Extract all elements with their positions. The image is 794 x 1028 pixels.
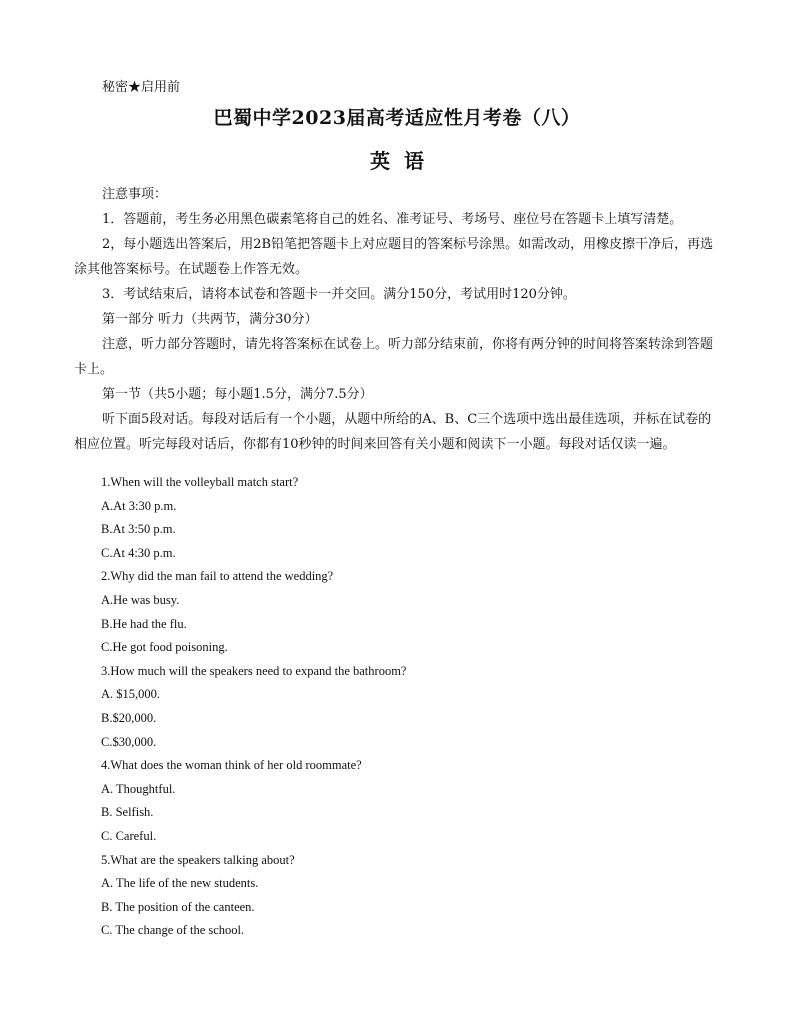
note-item: 1．答题前，考生务必用黑色碳素笔将自己的姓名、准考证号、考场号、座位号在答题卡上填写清楚。 [102, 212, 683, 227]
question-option: C.At 4:30 p.m. [101, 545, 176, 560]
question-option: B. The position of the canteen. [101, 899, 255, 914]
question-option: A. The life of the new students. [101, 876, 259, 891]
question-option: A. Thoughtful. [101, 781, 176, 796]
question-stem: 5.What are the speakers talking about? [101, 852, 295, 867]
exam-title: 巴蜀中学2023届高考适应性月考卷（八） [213, 107, 581, 129]
question-option: B. Selfish. [101, 805, 154, 820]
notes-heading: 注意事项： [102, 187, 168, 202]
question-stem: 2.Why did the man fail to attend the wedding? [101, 569, 334, 584]
part-instruction: 注意，听力部分答题时，请先将答案标在试卷上。听力部分结束前，你将有两分钟的时间将答案转涂到答题卡上。 [74, 337, 714, 377]
question-stem: 3.How much will the speakers need to expand the bathroom? [101, 663, 407, 678]
instructions-block [74, 182, 724, 457]
question-stem: 4.What does the woman think of her old roommate? [101, 758, 362, 773]
secret-mark: 秘密★启用前 [102, 80, 181, 95]
question-stem: 1.When will the volleyball match start? [101, 475, 299, 489]
question-option: A. $15,000. [101, 687, 161, 702]
note-item: 3．考试结束后，请将本试卷和答题卡一并交回。满分150分，考试用时120分钟。 [102, 287, 576, 302]
question-option: B.$20,000. [101, 710, 157, 725]
question-option: C.$30,000. [101, 734, 157, 749]
note-item: 2，每小题选出答案后，用2B铅笔把答题卡上对应题目的答案标号涂黑。如需改动，用橡皮擦干净后，再选涂其他答案标号。在试题卷上作答无效。 [74, 237, 714, 277]
question-option: B.He had the flu. [101, 616, 187, 631]
subject-title: 英语 [370, 149, 438, 173]
question-option: A.He was busy. [101, 592, 180, 607]
question-option: A.At 3:30 p.m. [101, 498, 177, 513]
section-heading: 第一节（共5小题；每小题1.5分，满分7.5分） [102, 387, 373, 402]
part-heading: 第一部分 听力（共两节，满分30分） [102, 312, 318, 327]
question-option: C. Careful. [101, 828, 157, 843]
question-option: B.At 3:50 p.m. [101, 522, 176, 537]
question-option: C.He got food poisoning. [101, 640, 228, 655]
question-option: C. The change of the school. [101, 923, 245, 938]
section-instruction: 听下面5段对话。每段对话后有一个小题，从题中所给的A、B、C三个选项中选出最佳选项，并标在试卷的相应位置。听完每段对话后，你都有10秒钟的时间来回答有关小题和阅读下一小题。每段对话仅读一遍。 [74, 412, 712, 452]
question-list [101, 471, 721, 943]
